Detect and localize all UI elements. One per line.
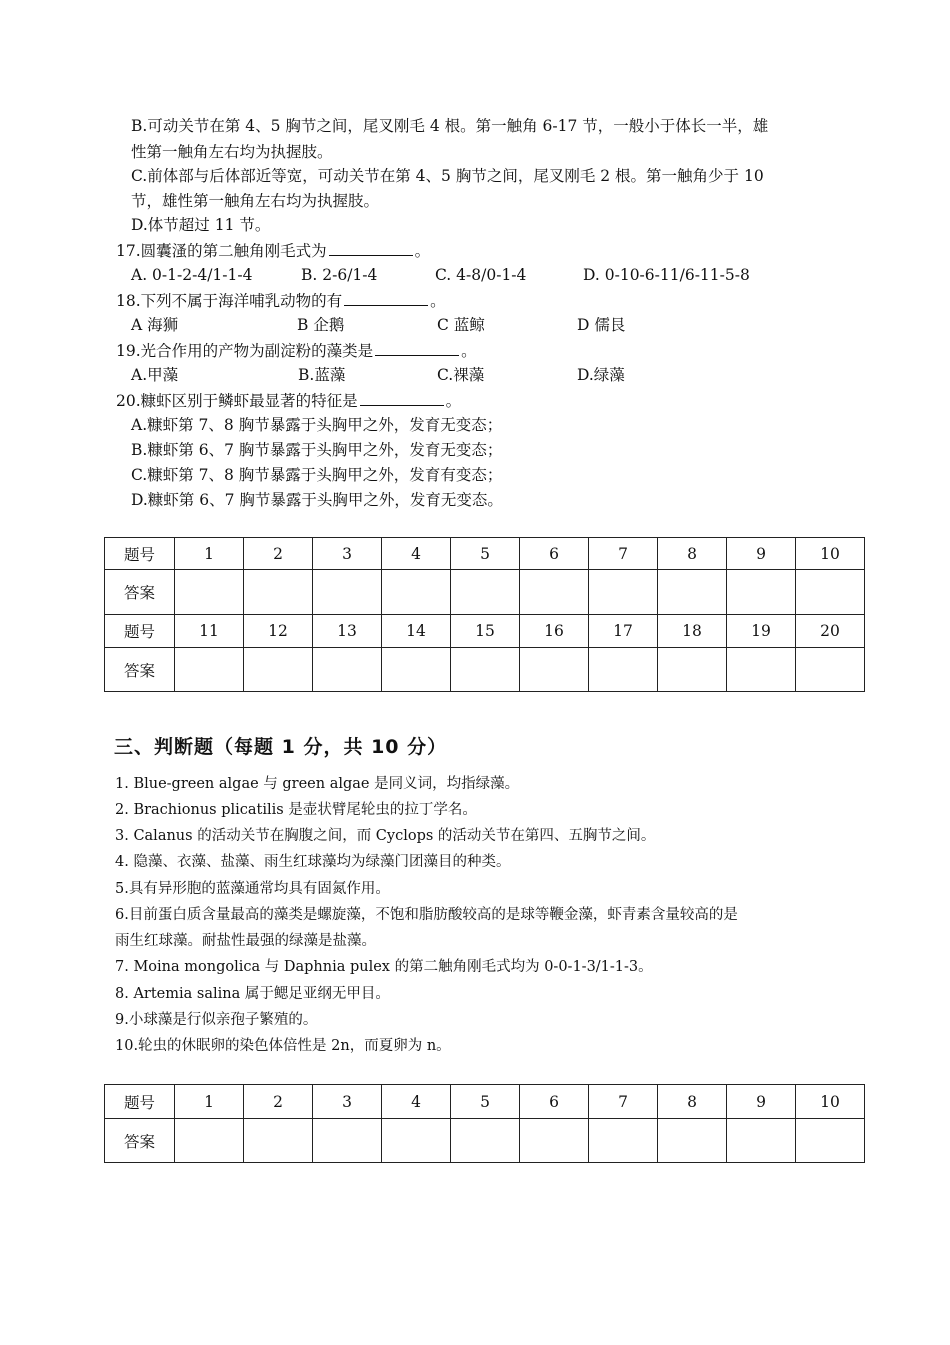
tf-item-7: 7. Moina mongolica 与 Daphnia pulex 的第二触角刚毛式均为 0-0-1-3/1-1-3。 bbox=[115, 959, 653, 975]
question-number-cell: 8 bbox=[658, 538, 727, 570]
q18-option-d: D 儒艮 bbox=[577, 316, 626, 334]
table-row bbox=[105, 1119, 865, 1163]
q20-option-c: C.糠虾第 7、8 胸节暴露于头胸甲之外，发育有变态； bbox=[131, 466, 503, 484]
answer-cell[interactable] bbox=[796, 570, 865, 615]
row-header-number: 题号 bbox=[105, 538, 175, 570]
question-number-cell: 3 bbox=[313, 538, 382, 570]
table-row bbox=[105, 648, 865, 692]
q20-answer-blank[interactable] bbox=[360, 390, 444, 406]
question-number-cell: 17 bbox=[589, 615, 658, 648]
answer-cell[interactable] bbox=[520, 648, 589, 692]
q17-stem bbox=[116, 240, 430, 261]
q18-option-a: A 海狮 bbox=[131, 316, 179, 334]
tf-answer-table bbox=[104, 1084, 865, 1163]
row-header-answer: 答案 bbox=[105, 570, 175, 615]
answer-cell[interactable] bbox=[589, 570, 658, 615]
answer-cell[interactable] bbox=[727, 1119, 796, 1163]
q18-stem bbox=[116, 290, 446, 311]
answer-cell[interactable] bbox=[796, 1119, 865, 1163]
answer-cell[interactable] bbox=[175, 648, 244, 692]
q17-stem-end: 。 bbox=[414, 242, 431, 260]
row-header-answer: 答案 bbox=[105, 1119, 175, 1163]
q20-option-d: D.糠虾第 6、7 胸节暴露于头胸甲之外，发育无变态。 bbox=[131, 491, 503, 509]
q17-stem-text: 17.圆囊溞的第二触角刚毛式为 bbox=[116, 242, 327, 260]
answer-cell[interactable] bbox=[520, 570, 589, 615]
question-number-cell: 2 bbox=[244, 1085, 313, 1119]
q19-stem bbox=[116, 340, 477, 361]
table-row bbox=[105, 570, 865, 615]
q16-option-c-line2: 节，雄性第一触角左右均为执握肢。 bbox=[131, 192, 380, 210]
q20-stem-text: 20.糠虾区别于鳞虾最显著的特征是 bbox=[116, 392, 358, 410]
answer-cell[interactable] bbox=[382, 648, 451, 692]
q18-option-b: B 企鹅 bbox=[297, 316, 345, 334]
tf-item-8: 8. Artemia salina 属于鳃足亚纲无甲目。 bbox=[115, 986, 390, 1002]
q18-option-c: C 蓝鲸 bbox=[437, 316, 485, 334]
answer-cell[interactable] bbox=[313, 570, 382, 615]
q20-option-b: B.糠虾第 6、7 胸节暴露于头胸甲之外，发育无变态； bbox=[131, 441, 503, 459]
answer-cell[interactable] bbox=[175, 1119, 244, 1163]
question-number-cell: 12 bbox=[244, 615, 313, 648]
answer-cell[interactable] bbox=[382, 570, 451, 615]
answer-cell[interactable] bbox=[451, 570, 520, 615]
answer-cell[interactable] bbox=[658, 1119, 727, 1163]
q20-stem bbox=[116, 390, 461, 411]
table-row bbox=[105, 1085, 865, 1119]
question-number-cell: 10 bbox=[796, 538, 865, 570]
question-number-cell: 16 bbox=[520, 615, 589, 648]
tf-item-5: 5.具有异形胞的蓝藻通常均具有固氮作用。 bbox=[115, 881, 390, 897]
q16-option-c-line1: C.前体部与后体部近等宽，可动关节在第 4、5 胸节之间，尾叉刚毛 2 根。第一触角少于 10 bbox=[131, 167, 764, 185]
section-title: 三、判断题（每题 1 分，共 10 分） bbox=[114, 736, 448, 758]
question-number-cell: 20 bbox=[796, 615, 865, 648]
question-number-cell: 15 bbox=[451, 615, 520, 648]
tf-item-6-line2: 雨生红球藻。耐盐性最强的绿藻是盐藻。 bbox=[115, 933, 376, 949]
answer-cell[interactable] bbox=[244, 648, 313, 692]
q18-stem-end: 。 bbox=[430, 292, 446, 310]
q16-option-d: D.体节超过 11 节。 bbox=[131, 216, 271, 234]
choice-answer-table bbox=[104, 537, 865, 692]
question-number-cell: 10 bbox=[796, 1085, 865, 1119]
question-number-cell: 2 bbox=[244, 538, 313, 570]
tf-item-2: 2. Brachionus plicatilis 是壶状臂尾轮虫的拉丁学名。 bbox=[115, 802, 477, 818]
q19-stem-end: 。 bbox=[461, 342, 477, 360]
row-header-answer: 答案 bbox=[105, 648, 175, 692]
question-number-cell: 18 bbox=[658, 615, 727, 648]
q20-stem-end: 。 bbox=[445, 392, 462, 410]
q19-stem-text: 19.光合作用的产物为副淀粉的藻类是 bbox=[116, 342, 374, 360]
question-number-cell: 19 bbox=[727, 615, 796, 648]
question-number-cell: 4 bbox=[382, 1085, 451, 1119]
answer-cell[interactable] bbox=[313, 648, 382, 692]
q17-option-d: D. 0-10-6-11/6-11-5-8 bbox=[583, 266, 750, 284]
table-row bbox=[105, 538, 865, 570]
question-number-cell: 11 bbox=[175, 615, 244, 648]
answer-cell[interactable] bbox=[382, 1119, 451, 1163]
question-number-cell: 14 bbox=[382, 615, 451, 648]
q19-option-b: B.蓝藻 bbox=[298, 366, 346, 384]
answer-cell[interactable] bbox=[520, 1119, 589, 1163]
q16-option-b-line1: B.可动关节在第 4、5 胸节之间，尾叉刚毛 4 根。第一触角 6-17 节，一般小于体长一半，雄 bbox=[131, 117, 769, 135]
question-number-cell: 6 bbox=[520, 538, 589, 570]
answer-cell[interactable] bbox=[727, 648, 796, 692]
row-header-number: 题号 bbox=[105, 1085, 175, 1119]
tf-item-3: 3. Calanus 的活动关节在胸腹之间，而 Cyclops 的活动关节在第四、五胸节之间。 bbox=[115, 828, 656, 844]
q17-option-b: B. 2-6/1-4 bbox=[301, 266, 378, 284]
q17-answer-blank[interactable] bbox=[329, 240, 413, 256]
tf-item-6-line1: 6.目前蛋白质含量最高的藻类是螺旋藻，不饱和脂肪酸较高的是球等鞭金藻，虾青素含量较高的是 bbox=[115, 907, 738, 923]
question-number-cell: 13 bbox=[313, 615, 382, 648]
q19-answer-blank[interactable] bbox=[375, 340, 459, 356]
question-number-cell: 3 bbox=[313, 1085, 382, 1119]
question-number-cell: 8 bbox=[658, 1085, 727, 1119]
tf-item-9: 9.小球藻是行似亲孢子繁殖的。 bbox=[115, 1012, 318, 1028]
q17-option-a: A. 0-1-2-4/1-1-4 bbox=[131, 266, 253, 284]
question-number-cell: 9 bbox=[727, 1085, 796, 1119]
question-number-cell: 7 bbox=[589, 1085, 658, 1119]
q19-option-d: D.绿藻 bbox=[577, 366, 625, 384]
answer-cell[interactable] bbox=[244, 570, 313, 615]
tf-item-10: 10.轮虫的休眠卵的染色体倍性是 2n，而夏卵为 n。 bbox=[115, 1038, 451, 1054]
row-header-number: 题号 bbox=[105, 615, 175, 648]
tf-item-4: 4. 隐藻、衣藻、盐藻、雨生红球藻均为绿藻门团藻目的种类。 bbox=[115, 854, 511, 870]
answer-cell[interactable] bbox=[796, 648, 865, 692]
question-number-cell: 9 bbox=[727, 538, 796, 570]
answer-cell[interactable] bbox=[658, 648, 727, 692]
q18-answer-blank[interactable] bbox=[344, 290, 428, 306]
answer-cell[interactable] bbox=[175, 570, 244, 615]
q17-option-c: C. 4-8/0-1-4 bbox=[435, 266, 527, 284]
q19-option-c: C.裸藻 bbox=[437, 366, 485, 384]
question-number-cell: 6 bbox=[520, 1085, 589, 1119]
answer-cell[interactable] bbox=[244, 1119, 313, 1163]
answer-cell[interactable] bbox=[313, 1119, 382, 1163]
answer-cell[interactable] bbox=[451, 648, 520, 692]
q18-stem-text: 18.下列不属于海洋哺乳动物的有 bbox=[116, 292, 343, 310]
answer-cell[interactable] bbox=[589, 648, 658, 692]
question-number-cell: 4 bbox=[382, 538, 451, 570]
answer-cell[interactable] bbox=[451, 1119, 520, 1163]
q16-option-b-line2: 性第一触角左右均为执握肢。 bbox=[131, 143, 333, 161]
question-number-cell: 7 bbox=[589, 538, 658, 570]
q19-option-a: A.甲藻 bbox=[131, 366, 179, 384]
answer-cell[interactable] bbox=[727, 570, 796, 615]
answer-cell[interactable] bbox=[658, 570, 727, 615]
question-number-cell: 5 bbox=[451, 538, 520, 570]
table-row bbox=[105, 615, 865, 648]
tf-item-1: 1. Blue-green algae 与 green algae 是同义词，均指绿藻。 bbox=[115, 776, 520, 792]
answer-cell[interactable] bbox=[589, 1119, 658, 1163]
q20-option-a: A.糠虾第 7、8 胸节暴露于头胸甲之外，发育无变态； bbox=[131, 416, 503, 434]
question-number-cell: 1 bbox=[175, 1085, 244, 1119]
question-number-cell: 1 bbox=[175, 538, 244, 570]
question-number-cell: 5 bbox=[451, 1085, 520, 1119]
